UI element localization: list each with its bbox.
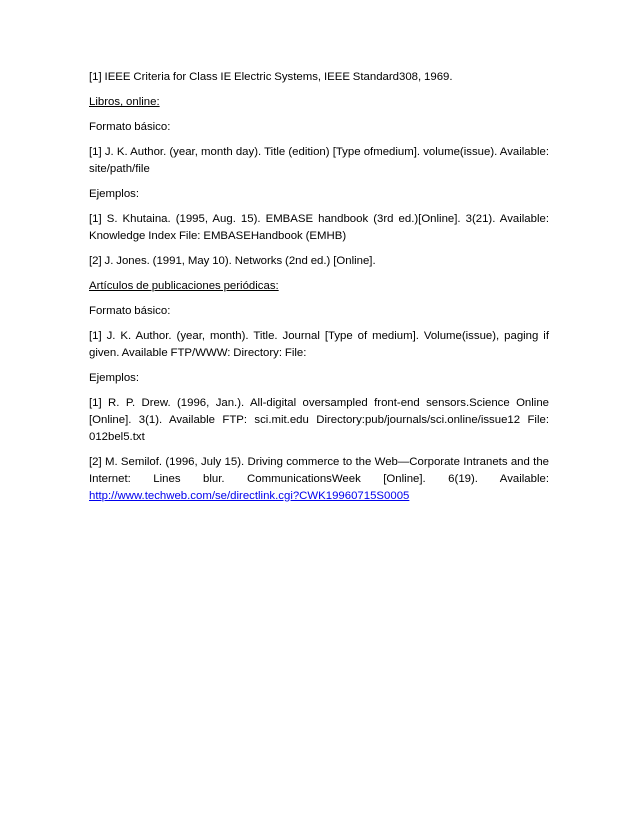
document-page: [89, 69, 549, 513]
books-example-1: [1] S. Khutaina. (1995, Aug. 15). EMBASE handbook (3rd ed.)[Online]. 3(21). Available: Knowledge Index File: EMBASEHandbook (EMHB): [89, 213, 549, 242]
section-heading-books: Libros, online:: [89, 96, 160, 108]
books-example-2: [2] J. Jones. (1991, May 10). Networks (2nd ed.) [Online].: [89, 255, 376, 267]
articles-example-1: [1] R. P. Drew. (1996, Jan.). All-digital oversampled front-end sensors.Science Online [Online]. 3(1). Available FTP: sci.mit.edu Directory:pub/journals/sci.online/issue12 File: 012bel5.txt: [89, 397, 549, 443]
books-format-label: Formato básico:: [89, 121, 171, 133]
reference-ieee: [1] IEEE Criteria for Class IE Electric Systems, IEEE Standard308, 1969.: [89, 71, 453, 83]
section-heading-articles: Artículos de publicaciones periódicas:: [89, 280, 279, 292]
books-examples-label: Ejemplos:: [89, 188, 140, 200]
articles-example-2-text: [2] M. Semilof. (1996, July 15). Driving commerce to the Web—Corporate Intranets and the Internet: Lines blur. CommunicationsWeek [Online]. 6(19). Available:: [89, 456, 549, 485]
articles-example-2: [89, 454, 549, 505]
articles-examples-label: Ejemplos:: [89, 372, 140, 384]
articles-format-label: Formato básico:: [89, 305, 171, 317]
books-format-text: [1] J. K. Author. (year, month day). Title (edition) [Type ofmedium]. volume(issue). Available: site/path/file: [89, 146, 549, 175]
techweb-link[interactable]: http://www.techweb.com/se/directlink.cgi?CWK19960715S0005: [89, 490, 410, 502]
articles-format-text: [1] J. K. Author. (year, month). Title. Journal [Type of medium]. Volume(issue), paging if given. Available FTP/WWW: Directory: File:: [89, 330, 549, 359]
